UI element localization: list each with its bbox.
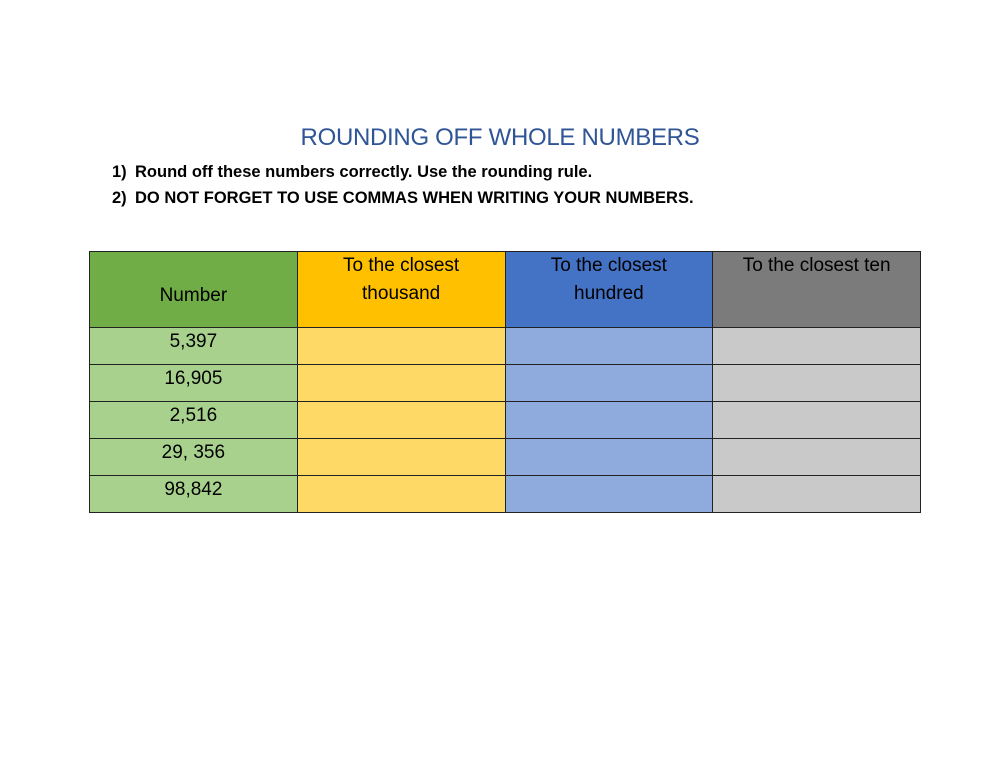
number-cell: 98,842: [90, 476, 298, 513]
hundred-answer-input[interactable]: [506, 402, 713, 438]
hundred-answer-cell[interactable]: [505, 402, 713, 439]
thousand-answer-input[interactable]: [298, 402, 505, 438]
thousand-answer-cell[interactable]: [297, 439, 505, 476]
hundred-answer-cell[interactable]: [505, 365, 713, 402]
header-number: [90, 252, 298, 328]
header-ten-label: To the closest ten: [742, 255, 891, 276]
instruction-text: Round off these numbers correctly. Use the rounding rule.: [135, 163, 593, 181]
hundred-answer-input[interactable]: [506, 365, 713, 401]
ten-answer-input[interactable]: [713, 365, 920, 401]
ten-answer-cell[interactable]: [713, 328, 921, 365]
table-header-row: [90, 252, 921, 328]
ten-answer-cell[interactable]: [713, 439, 921, 476]
instruction-number: 2): [112, 189, 127, 207]
thousand-answer-cell[interactable]: [297, 328, 505, 365]
number-cell: 5,397: [90, 328, 298, 365]
table-row: [90, 328, 921, 365]
ten-answer-cell[interactable]: [713, 476, 921, 513]
ten-answer-input[interactable]: [713, 476, 920, 512]
rounding-table: [89, 251, 921, 513]
hundred-answer-input[interactable]: [506, 328, 713, 364]
table-row: [90, 476, 921, 513]
instructions-list: [112, 160, 694, 212]
ten-answer-input[interactable]: [713, 439, 920, 475]
ten-answer-cell[interactable]: [713, 365, 921, 402]
number-cell: 2,516: [90, 402, 298, 439]
thousand-answer-input[interactable]: [298, 365, 505, 401]
thousand-answer-cell[interactable]: [297, 365, 505, 402]
instruction-text: DO NOT FORGET TO USE COMMAS WHEN WRITING YOUR NUMBERS.: [135, 189, 694, 207]
thousand-answer-cell[interactable]: [297, 476, 505, 513]
header-closest-hundred: [505, 252, 713, 328]
page-title: ROUNDING OFF WHOLE NUMBERS: [300, 124, 700, 151]
hundred-answer-cell[interactable]: [505, 476, 713, 513]
number-cell: 29, 356: [90, 439, 298, 476]
header-number-label: Number: [159, 285, 228, 306]
thousand-answer-input[interactable]: [298, 439, 505, 475]
header-thousand-line1: To the closest: [343, 255, 460, 276]
hundred-answer-cell[interactable]: [505, 439, 713, 476]
header-hundred-line2: hundred: [574, 283, 644, 304]
instruction-number: 1): [112, 163, 127, 181]
thousand-answer-input[interactable]: [298, 328, 505, 364]
hundred-answer-input[interactable]: [506, 476, 713, 512]
ten-answer-cell[interactable]: [713, 402, 921, 439]
ten-answer-input[interactable]: [713, 328, 920, 364]
hundred-answer-cell[interactable]: [505, 328, 713, 365]
ten-answer-input[interactable]: [713, 402, 920, 438]
instruction-item: [112, 186, 694, 212]
table-row: [90, 439, 921, 476]
header-thousand-line2: thousand: [362, 283, 441, 304]
thousand-answer-cell[interactable]: [297, 402, 505, 439]
hundred-answer-input[interactable]: [506, 439, 713, 475]
thousand-answer-input[interactable]: [298, 476, 505, 512]
header-closest-ten: [713, 252, 921, 328]
header-closest-thousand: [297, 252, 505, 328]
header-hundred-line1: To the closest: [550, 255, 667, 276]
table-row: [90, 365, 921, 402]
number-cell: 16,905: [90, 365, 298, 402]
table-row: [90, 402, 921, 439]
instruction-item: [112, 160, 694, 186]
